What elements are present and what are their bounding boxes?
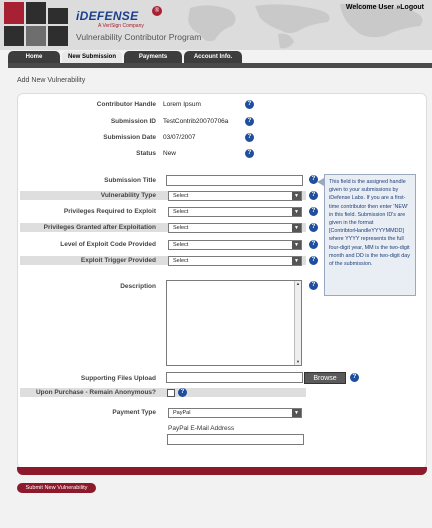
logo-square-dark: [26, 2, 46, 24]
paypal-email-input[interactable]: [167, 434, 304, 445]
logo-text: iDEFENSE: [76, 9, 139, 23]
description-label: Description: [120, 283, 156, 290]
payment-type-label: Payment Type: [112, 409, 156, 416]
help-icon[interactable]: ?: [178, 388, 187, 397]
contributor-handle-value: Lorem Ipsum: [163, 101, 201, 108]
submission-id-label: Submission ID: [110, 118, 156, 125]
browse-button[interactable]: Browse: [304, 372, 346, 384]
vulnerability-type-select[interactable]: Select ▼: [168, 191, 302, 201]
tab-home[interactable]: Home: [8, 51, 60, 64]
description-textarea[interactable]: [166, 280, 302, 366]
tab-new-submission[interactable]: New Submission: [62, 51, 122, 64]
help-icon[interactable]: ?: [309, 175, 318, 184]
help-icon[interactable]: ?: [245, 133, 254, 142]
supporting-files-label: Supporting Files Upload: [80, 375, 156, 382]
payment-type-select[interactable]: PayPal ▼: [168, 408, 302, 418]
logo-square-dark: [4, 26, 24, 46]
logo-square-grey: [26, 26, 46, 46]
submission-id-value: TestContrib20070706a: [163, 118, 229, 125]
help-icon[interactable]: ?: [245, 100, 254, 109]
dropdown-arrow-icon: ▼: [292, 257, 301, 265]
tab-account-info[interactable]: Account Info.: [184, 51, 242, 64]
dropdown-arrow-icon: ▼: [292, 224, 301, 232]
nav-bar-divider: [8, 63, 432, 68]
dropdown-arrow-icon: ▼: [292, 208, 301, 216]
form-panel-footer: [17, 467, 427, 475]
help-icon[interactable]: ?: [309, 240, 318, 249]
page-title: Add New Vulnerability: [17, 77, 86, 84]
submission-date-value: 03/07/2007: [163, 134, 196, 141]
header: [0, 0, 432, 50]
privileges-granted-select[interactable]: Select ▼: [168, 223, 302, 233]
exploit-code-level-select[interactable]: Select ▼: [168, 240, 302, 250]
exploit-code-level-label: Level of Exploit Code Provided: [60, 241, 156, 248]
remain-anonymous-checkbox[interactable]: [167, 389, 175, 397]
description-scrollbar[interactable]: [294, 281, 301, 365]
logo-registered-icon: ®: [152, 6, 162, 16]
tooltip-pointer: [317, 178, 324, 186]
logo-square-red: [4, 2, 24, 24]
scroll-down-icon[interactable]: ▼: [296, 359, 300, 364]
help-icon[interactable]: ?: [309, 191, 318, 200]
dropdown-arrow-icon: ▼: [292, 241, 301, 249]
submission-title-label: Submission Title: [104, 177, 156, 184]
help-icon[interactable]: ?: [245, 149, 254, 158]
logo-square-dark: [48, 26, 68, 46]
paypal-email-label: PayPal E-Mail Address: [168, 425, 235, 432]
exploit-trigger-label: Exploit Trigger Provided: [80, 257, 156, 264]
help-icon[interactable]: ?: [309, 207, 318, 216]
privileges-granted-label: Privileges Granted after Exploitation: [43, 224, 156, 231]
help-icon[interactable]: ?: [309, 256, 318, 265]
help-icon[interactable]: ?: [309, 223, 318, 232]
submission-title-input[interactable]: [166, 175, 303, 186]
tab-payments[interactable]: Payments: [124, 51, 182, 64]
privileges-required-label: Privileges Required to Exploit: [63, 208, 156, 215]
help-tooltip: This field is the assigned handle given to your submissions by iDefense Labs. If you are a first-time contributor then enter 'NEW' in this field. Submission ID's are given in the format [ContribtorHandleYYYYMMDD] where YYYY represents the full four-digit year, MM is the two-digit month and DD is the two-digit day of the submission.: [324, 174, 416, 296]
help-icon[interactable]: ?: [309, 281, 318, 290]
contributor-handle-label: Contributor Handle: [96, 101, 156, 108]
vulnerability-type-label: Vulnerability Type: [100, 192, 156, 199]
submit-new-vulnerability-button[interactable]: Submit New Vulnerability: [17, 483, 96, 493]
supporting-files-input[interactable]: [166, 372, 303, 383]
upon-purchase-label: Upon Purchase - Remain Anonymous?: [35, 389, 156, 396]
help-icon[interactable]: ?: [245, 117, 254, 126]
scroll-up-icon[interactable]: ▲: [296, 281, 300, 286]
submission-date-label: Submission Date: [103, 134, 156, 141]
tagline: A VeriSign Company: [98, 23, 144, 29]
dropdown-arrow-icon: ▼: [292, 409, 301, 417]
dropdown-arrow-icon: ▼: [292, 192, 301, 200]
program-title: Vulnerability Contributor Program: [76, 32, 202, 42]
status-label: Status: [136, 150, 156, 157]
privileges-required-select[interactable]: Select ▼: [168, 207, 302, 217]
logout-link[interactable]: »Logout: [396, 4, 424, 11]
exploit-trigger-select[interactable]: Select ▼: [168, 256, 302, 266]
welcome-user: Welcome User: [345, 4, 394, 11]
logo-square-dark: [48, 8, 68, 24]
status-value: New: [163, 150, 177, 157]
help-icon[interactable]: ?: [350, 373, 359, 382]
